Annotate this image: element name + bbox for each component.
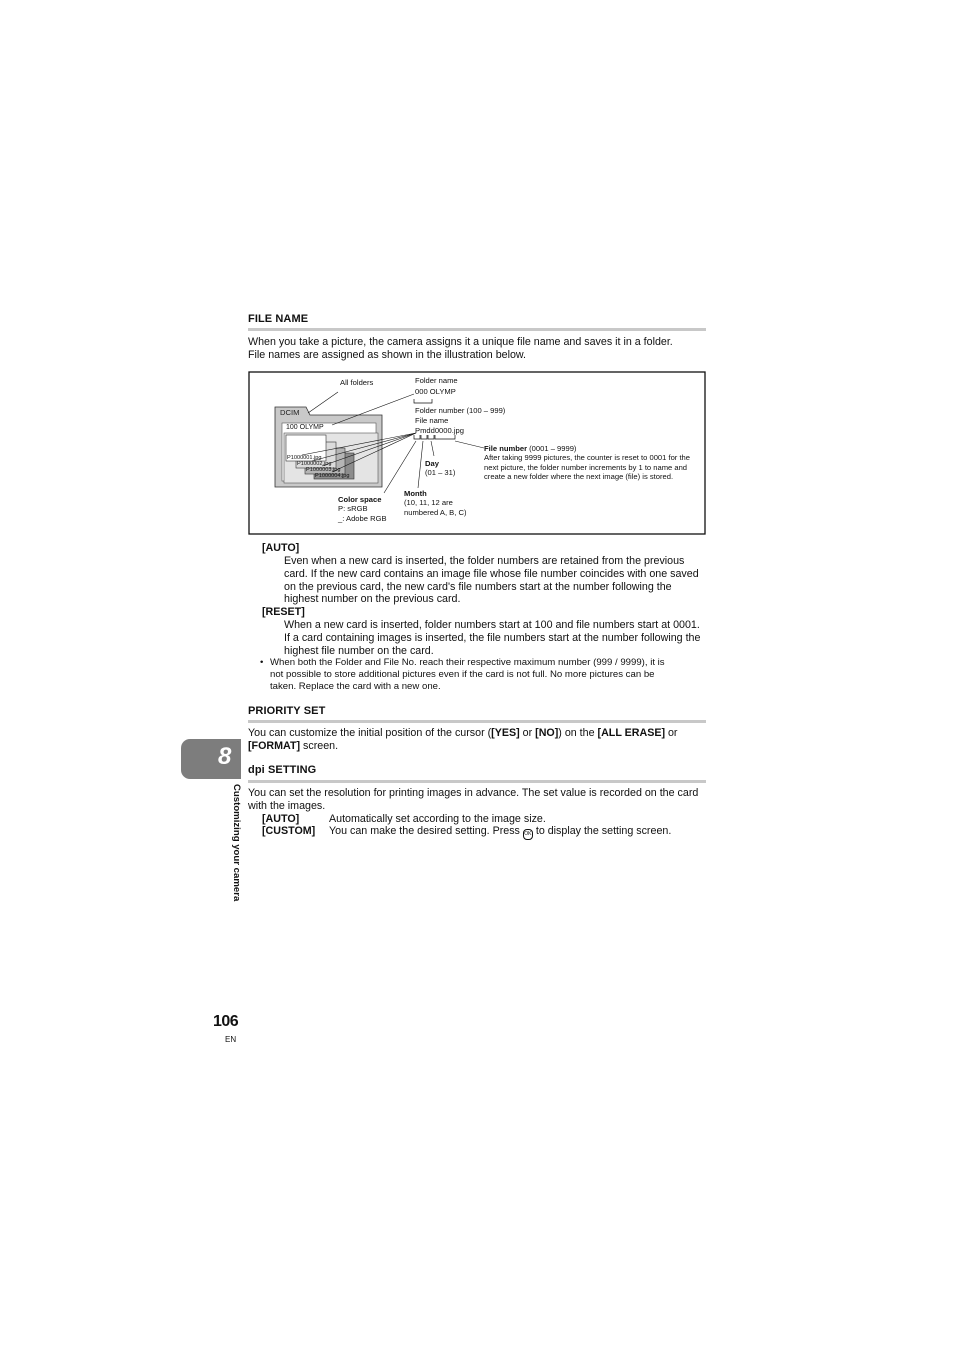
term-auto: [AUTO] [262, 542, 300, 554]
auto-line: card. If the new card contains an image file whose file number coincides with one saved [284, 567, 699, 580]
priority-set-text [248, 727, 708, 753]
term-format: [FORMAT] [248, 739, 301, 752]
chapter-side-label: Customizing your camera [231, 784, 242, 902]
day-block [425, 459, 455, 478]
text-run: or [519, 727, 536, 739]
month-block [404, 489, 466, 517]
section-rule [248, 328, 706, 331]
section-title-file-name: FILE NAME [248, 313, 309, 325]
month-label: Month [404, 489, 427, 498]
file-name-intro [248, 336, 673, 362]
file-name-diagram [248, 371, 706, 535]
section-title-priority-set: PRIORITY SET [248, 705, 326, 717]
file-4-label: P1000004.jpg [315, 473, 350, 479]
text-run: screen. [300, 739, 339, 752]
reset-line: When a new card is inserted, folder numbers start at 100 and file numbers start at 0001. [284, 619, 700, 631]
file-number-desc: After taking 9999 pictures, the counter is reset to 0001 for the [484, 453, 690, 463]
auto-line: highest number on the previous card. [284, 593, 461, 606]
section-title-dpi-setting: dpi SETTING [248, 764, 317, 776]
language-code: EN [225, 1035, 237, 1044]
file-number-range: (0001 – 9999) [527, 444, 577, 453]
term-dpi-auto: [AUTO] [262, 813, 300, 825]
label-folder-name: Folder name [415, 376, 458, 385]
day-range: (01 – 31) [425, 468, 456, 478]
dpi-line: You can set the resolution for printing images in advance. The set value is recorded on the card [248, 787, 699, 799]
chapter-tab [181, 739, 241, 779]
file-3-label: P1000003.jpg [306, 467, 341, 473]
page-number: 106 [213, 1013, 239, 1030]
file-1-label: P1000001.jpg [287, 455, 322, 461]
color-space-block [338, 495, 387, 523]
folder-100-label: 100 OLYMP [286, 424, 324, 431]
chapter-number: 8 [218, 743, 232, 770]
text-run: or [665, 727, 678, 739]
file-name-value: Pmdd0000.jpg [415, 426, 464, 435]
text-run: ) on the [558, 727, 598, 739]
auto-line: on the previous card, the new card's file numbers start at the number following the [284, 580, 672, 593]
auto-description [284, 555, 699, 606]
file-number-label: File number [484, 444, 528, 453]
month-desc: numbered A, B, C) [404, 507, 467, 517]
term-reset: [RESET] [262, 606, 305, 618]
file-number-heading [484, 444, 690, 453]
note-line: not possible to store additional pictures even if the card is not full. No more pictures can be [270, 669, 655, 680]
priority-line [248, 727, 708, 740]
dpi-custom-desc [329, 825, 671, 840]
label-all-folders: All folders [340, 378, 374, 387]
section-rule [248, 780, 706, 783]
ok-button-icon: OK [523, 829, 533, 840]
note-bullet: • [260, 657, 264, 668]
note-text [270, 657, 665, 693]
dcim-folder-label: DCIM [280, 408, 300, 417]
section-rule [248, 720, 706, 723]
label-folder-number: Folder number (100 – 999) [415, 406, 506, 415]
file-2-label: P1000002.jpg [297, 461, 332, 467]
text-run: You can customize the initial position of the cursor ( [248, 727, 492, 739]
day-label: Day [425, 459, 439, 468]
file-number-desc: create a new folder where the next image (file) is stored. [484, 472, 674, 482]
month-desc: (10, 11, 12 are [404, 498, 453, 508]
dpi-intro [248, 787, 698, 813]
term-yes: [YES] [491, 727, 520, 739]
color-space-label: Color space [338, 495, 382, 504]
folder-name-value: 000 OLYMP [415, 387, 456, 396]
note-line: When both the Folder and File No. reach their respective maximum number (999 / 9999), it is [270, 657, 665, 668]
dpi-auto-desc: Automatically set according to the image size. [329, 813, 546, 825]
text-run: to display the setting screen. [532, 825, 672, 837]
text-run: You can make the desired setting. Press [329, 825, 523, 837]
term-no: [NO] [535, 727, 559, 739]
term-all-erase: [ALL ERASE] [597, 727, 666, 739]
intro-line: When you take a picture, the camera assigns it a unique file name and saves it in a folder. [248, 336, 673, 348]
color-space-srgb: P: sRGB [338, 504, 368, 514]
reset-description [284, 619, 700, 657]
priority-line [248, 740, 708, 753]
file-number-desc: next picture, the folder number increments by 1 to name and [484, 462, 688, 472]
reset-line: If a card containing images is inserted, the file numbers start at the number following the [284, 631, 701, 644]
note-line: taken. Replace the card with a new one. [270, 681, 441, 692]
color-space-adobe: _: Adobe RGB [338, 513, 387, 523]
auto-line: Even when a new card is inserted, the folder numbers are retained from the previous [284, 555, 685, 567]
intro-line: File names are assigned as shown in the illustration below. [248, 348, 527, 361]
dpi-line: with the images. [248, 799, 326, 812]
file-number-block [484, 444, 690, 482]
label-file-name: File name [415, 416, 449, 425]
term-dpi-custom: [CUSTOM] [262, 825, 316, 837]
reset-line: highest file number on the card. [284, 644, 434, 657]
